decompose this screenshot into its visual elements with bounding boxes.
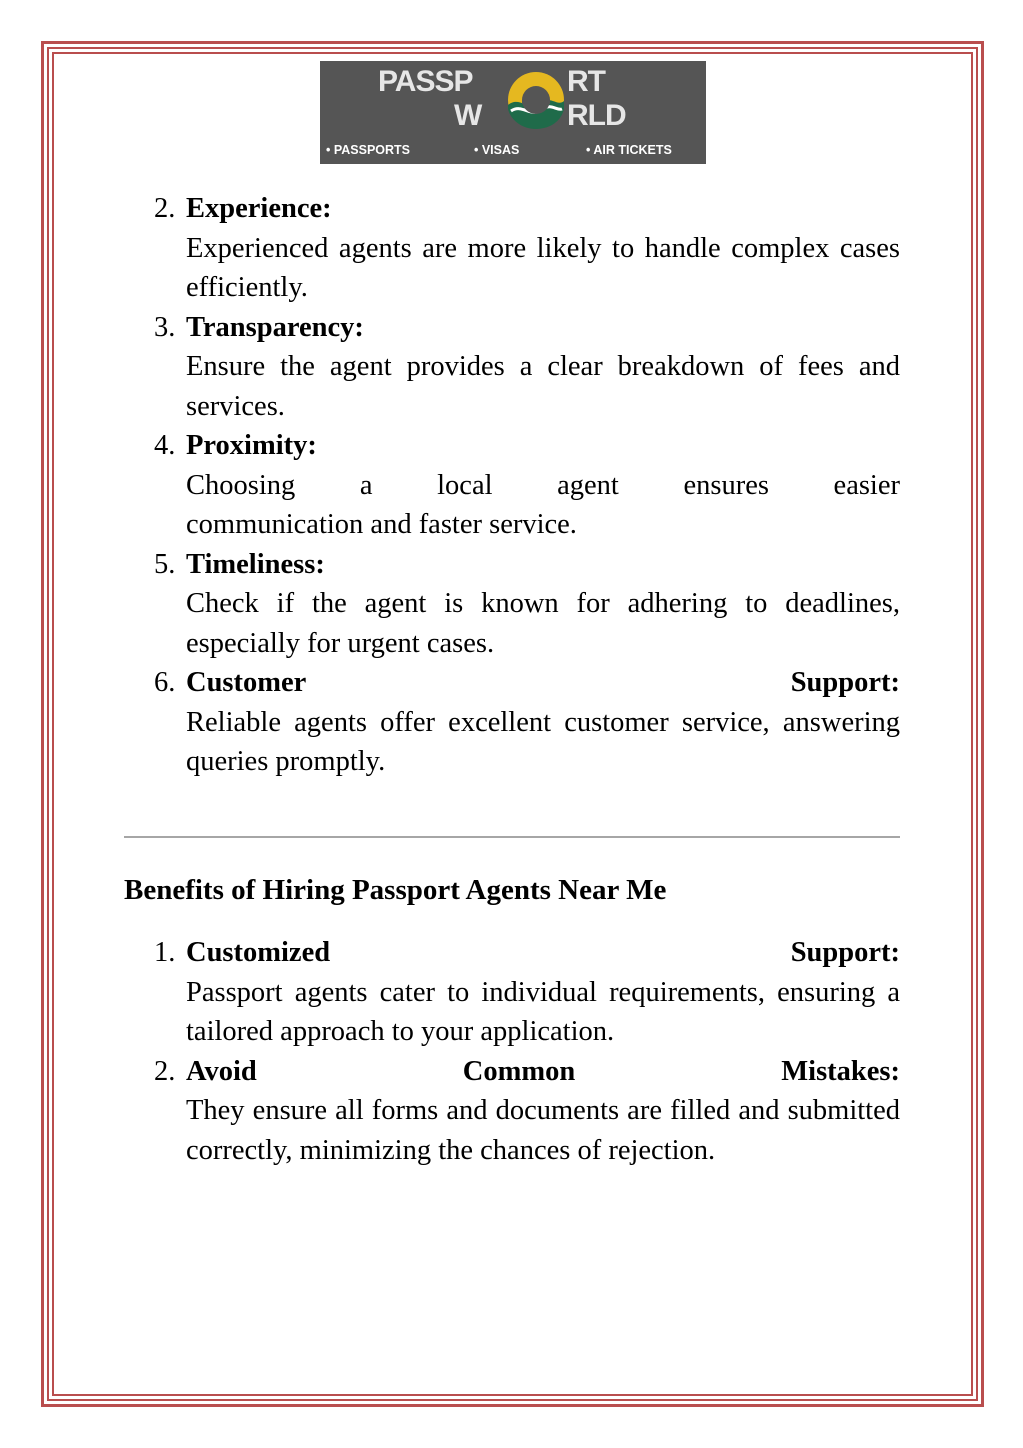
list-item-description: Ensure the agent provides a clear breakdown of fees and services.: [186, 351, 900, 422]
tagline-air-tickets: • AIR TICKETS: [586, 143, 672, 157]
list-item-description: They ensure all forms and documents are filled and submitted correctly, minimizing the chances of rejection.: [186, 1095, 900, 1166]
list-number: 4.: [154, 430, 176, 461]
logo-text-passp: PASSP: [378, 65, 473, 98]
passport-world-logo: [320, 61, 706, 164]
list-item: [124, 426, 900, 545]
factors-section: [124, 189, 900, 782]
list-item-description: Experienced agents are more likely to handle complex cases efficiently.: [186, 232, 900, 303]
list-number: 2.: [154, 193, 176, 224]
benefits-list: [124, 933, 900, 1170]
list-item-heading: [186, 663, 900, 703]
tagline-passports: • PASSPORTS: [326, 143, 411, 157]
logo-text-rt: RT: [567, 65, 605, 98]
list-item: [124, 189, 900, 308]
list-item-heading: [186, 1052, 900, 1092]
tagline-visas: • VISAS: [474, 143, 520, 157]
list-item-description-cont: communication and faster service.: [186, 509, 577, 540]
section-divider: [124, 836, 900, 838]
list-item: [124, 663, 900, 782]
logo-text-w: W: [454, 99, 482, 132]
list-item: [124, 933, 900, 1052]
list-number: 5.: [154, 548, 176, 580]
factors-list: [124, 189, 900, 782]
globe-icon: [505, 67, 567, 133]
list-item-description: Check if the agent is known for adhering to deadlines, especially for urgent cases.: [186, 588, 900, 659]
list-item: [124, 308, 900, 427]
list-item: [124, 545, 900, 664]
heading-word: Mistakes:: [781, 1055, 900, 1087]
heading-word: Support:: [790, 667, 900, 698]
heading-word: Customer: [186, 667, 307, 698]
list-item-heading: Timeliness:: [186, 548, 325, 580]
list-item-heading: Proximity:: [186, 430, 317, 461]
heading-word: Support:: [790, 937, 900, 968]
heading-word: Customized: [186, 937, 331, 968]
heading-word: Common: [462, 1055, 576, 1087]
list-number: 1.: [154, 937, 176, 968]
list-item-heading: Transparency:: [186, 311, 364, 343]
list-item-heading: [186, 933, 900, 973]
list-item-description: Reliable agents offer excellent customer service, answering queries promptly.: [186, 706, 900, 777]
list-item-description: Passport agents cater to individual requirements, ensuring a tailored approach to your application.: [186, 976, 900, 1047]
logo-tagline: [320, 141, 706, 161]
list-number: 6.: [154, 667, 176, 698]
benefits-section: [124, 933, 900, 1170]
list-number: 2.: [154, 1055, 176, 1087]
list-item-description: Choosing a local agent ensures easier: [186, 469, 900, 501]
logo-text-rld: RLD: [567, 99, 626, 132]
list-number: 3.: [154, 311, 176, 343]
list-item-heading: Experience:: [186, 193, 332, 224]
list-item: [124, 1052, 900, 1171]
heading-word: Avoid: [186, 1055, 257, 1087]
benefits-heading: Benefits of Hiring Passport Agents Near Me: [124, 874, 667, 906]
